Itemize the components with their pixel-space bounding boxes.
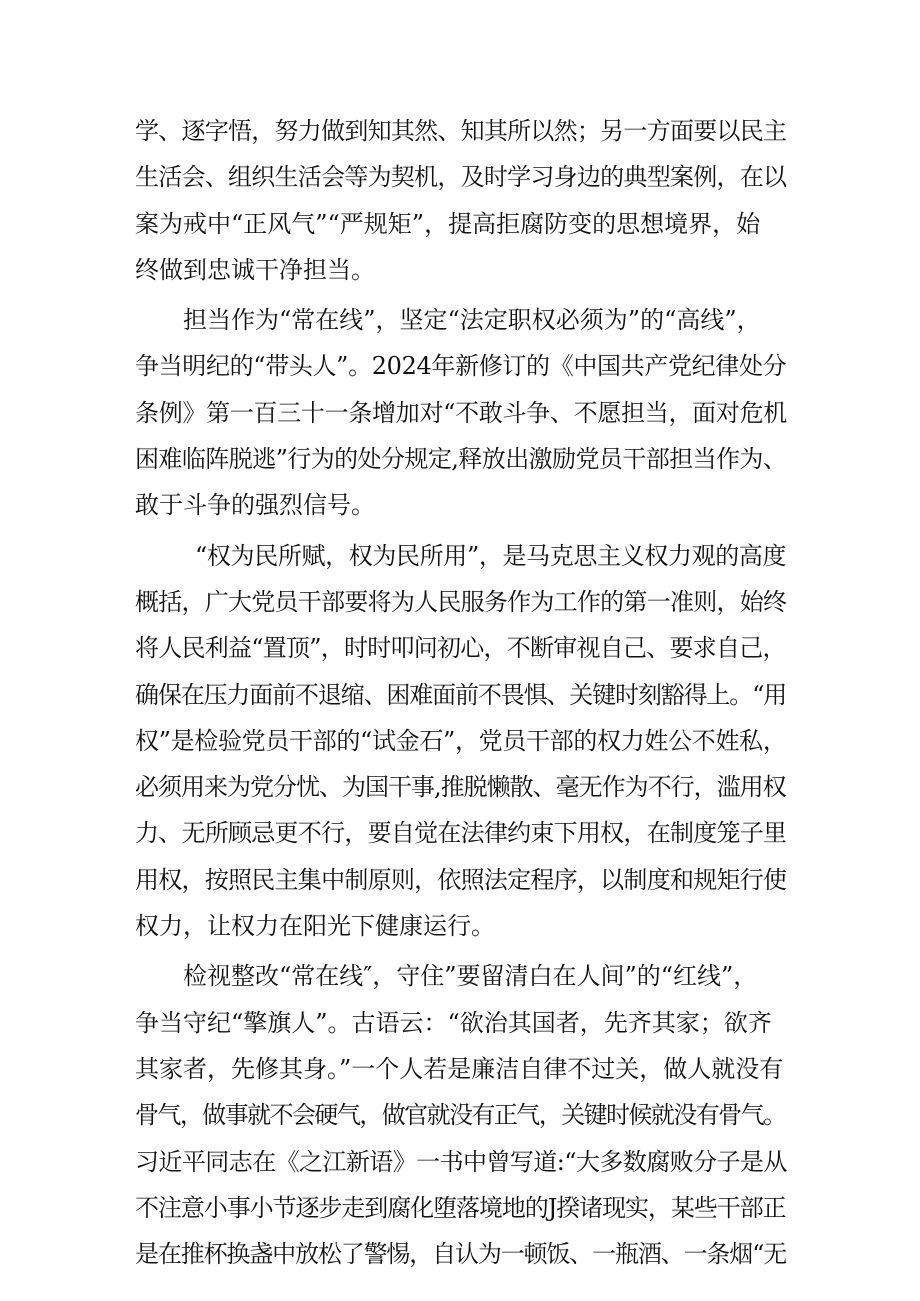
paragraph-line: “权为民所赋，权为民所用”，是马克思主义权力观的高度: [195, 541, 787, 570]
paragraph-line: 争当明纪的“带头人”。2024年新修订的《中国共产党纪律处分: [135, 352, 787, 381]
paragraph-line: 检视整改“常在线″，守住”要留清白在人间”的“红线”，: [183, 962, 758, 991]
paragraph-line: 终做到忠诚干净担当。: [135, 255, 375, 284]
paragraph-line: 学、逐字悟，努力做到知其然、知其所以然；另一方面要以民主: [135, 117, 787, 145]
paragraph-line: 案为戒中“正风气”“严规矩”，提高拒腐防变的思想境界，始: [135, 209, 761, 238]
paragraph-line: 其家者，先修其身。”一个人若是廉洁自律不过关，做人就没有: [135, 1054, 784, 1083]
document-body: [135, 108, 787, 1277]
paragraph-line: 权力，让权力在阳光下健康运行。: [135, 912, 495, 941]
paragraph-line: 是在推杯换盏中放松了警惕，自认为一顿饭、一瓶酒、一条烟“无: [135, 1240, 787, 1269]
paragraph: [135, 953, 787, 1277]
paragraph-line: 必须用来为党分忧、为国干事,推脱懒散、毫无作为不行，滥用权: [135, 773, 786, 802]
paragraph: [135, 108, 787, 293]
paragraph-line: 担当作为“常在线”，坚定“法定职权必须为”的“高线”，: [183, 306, 761, 335]
paragraph-line: 困难临阵脱逃”行为的处分规定,释放出激励党员干部担当作为、: [135, 445, 787, 474]
paragraph-line: 概括，广大党员干部要将为人民服务作为工作的第一准则，始终: [135, 587, 787, 616]
paragraph-line: 权”是检验党员干部的“试金石”，党员干部的权力姓公不姓私，: [135, 726, 787, 755]
paragraph-line: 用权，按照民主集中制原则，依照法定程序，以制度和规矩行使: [135, 865, 787, 894]
paragraph-line: 争当守纪“擎旗人”。古语云：“欲治其国者，先齐其家；欲齐: [135, 1008, 772, 1037]
paragraph-line: 习近平同志在《之江新语》一书中曾写道:“大多数腐败分子是从: [135, 1147, 787, 1176]
paragraph-line: 生活会、组织生活会等为契机，及时学习身边的典型案例，在以: [135, 163, 787, 192]
paragraph-line: 骨气，做事就不会硬气，做官就没有正气，关键时候就没有骨气。: [135, 1101, 786, 1130]
paragraph: [135, 533, 787, 950]
paragraph-line: 将人民利益“置顶”，时时叩问初心，不断审视自己、要求自己，: [135, 634, 786, 663]
paragraph-line: 敢于斗争的强烈信号。: [135, 491, 375, 520]
paragraph-line: 力、无所顾忌更不行，要自觉在法律约束下用权，在制度笼子里: [135, 819, 787, 848]
paragraph-line: 不注意小事小节逐步走到腐化堕落境地的J揆诸现实，某些干部正: [135, 1193, 786, 1222]
paragraph-line: 确保在压力面前不退缩、困难面前不畏惧、关键时刻豁得上。“用: [135, 680, 787, 709]
paragraph: [135, 297, 787, 528]
paragraph-line: 条例》第一百三十一条增加对“不敢斗争、不愿担当，面对危机: [135, 398, 787, 427]
